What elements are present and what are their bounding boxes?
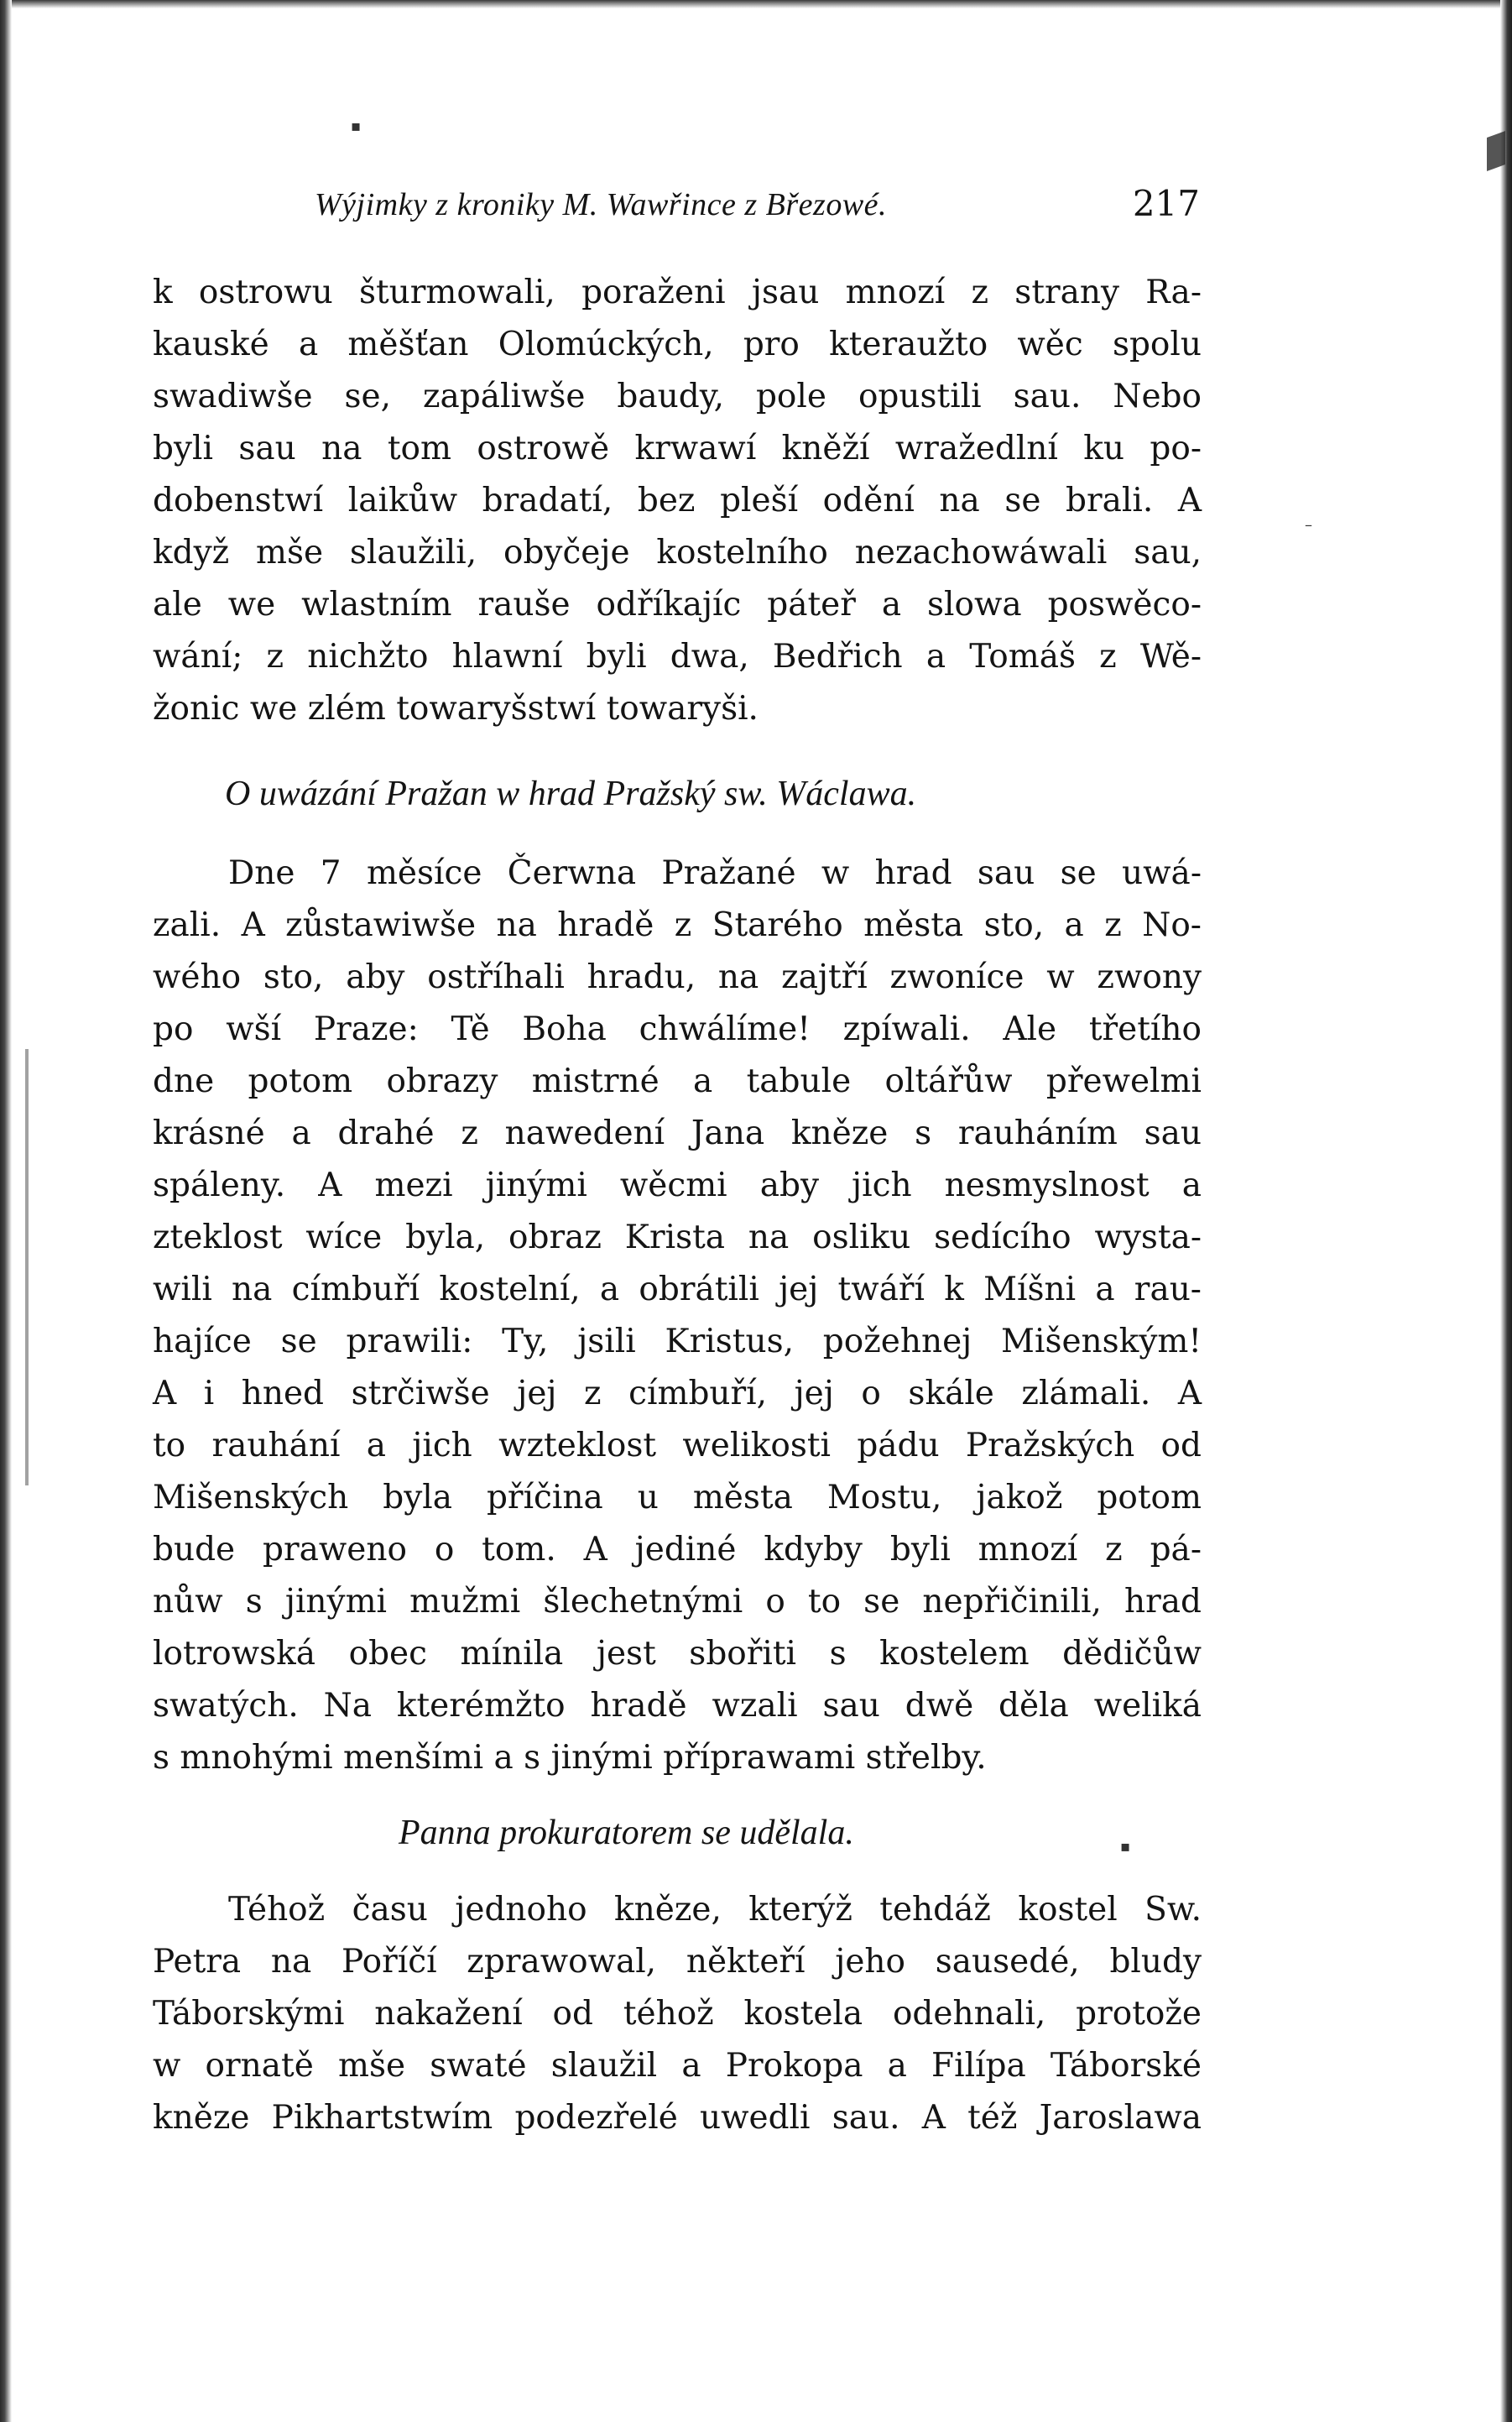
section-heading-1: O uwázání Pražan w hrad Pražský sw. Wáclawa. xyxy=(225,775,917,813)
running-title: Wýjimky z kroniky M. Wawřince z Březowé. xyxy=(315,187,888,222)
text-line: zteklost wíce byla, obraz Krista na osliku sedícího wysta- xyxy=(153,1219,1202,1256)
text-line: wání; z nichžto hlawní byli dwa, Bedřich a Tomáš z Wě- xyxy=(153,638,1202,676)
running-head xyxy=(315,183,1200,233)
scan-binding-shadow xyxy=(25,1049,29,1485)
text-line: dne potom obrazy mistrné a tabule oltářůw přewelmi xyxy=(153,1062,1202,1100)
speck: ▪ xyxy=(1120,1838,1131,1856)
text-line: swadiwše se, zapáliwše baudy, pole opustili sau. Nebo xyxy=(153,378,1202,415)
text-line: nůw s jinými mužmi šlechetnými o to se nepřičinili, hrad xyxy=(153,1583,1202,1621)
text-line: ale we wlastním rauše odříkajíc páteř a slowa poswěco- xyxy=(153,586,1202,624)
text-line: k ostrowu šturmowali, poraženi jsau mnozí z strany Ra- xyxy=(153,274,1202,311)
text-line: byli sau na tom ostrowě krwawí kněží wražedlní ku po- xyxy=(153,430,1202,467)
text-line: Táborskými nakažení od téhož kostela odehnali, protože xyxy=(153,1995,1202,2033)
text-line: s mnohými menšími a s jinými příprawami střelby. xyxy=(153,1739,987,1777)
scan-edge-top xyxy=(0,0,1512,8)
text-line: w ornatě mše swaté slaužil a Prokopa a Filípa Táborské xyxy=(153,2047,1202,2085)
text-line: wého sto, aby ostříhali hradu, na zajtří zwoníce w zwony xyxy=(153,958,1202,996)
text-line: Petra na Poříčí zprawowal, někteří jeho sausedé, bludy xyxy=(153,1943,1202,1981)
paragraph-2 xyxy=(153,848,1202,1784)
scan-page-fold xyxy=(1487,131,1505,171)
text-line: po wší Praze: Tě Boha chwálíme! zpíwali. Ale třetího xyxy=(153,1010,1202,1048)
section-heading-2: Panna prokuratorem se udělala. xyxy=(399,1814,854,1852)
paragraph-1 xyxy=(153,267,1202,735)
text-line: žonic we zlém towaryšstwí towaryši. xyxy=(153,690,759,728)
speck: ▪ xyxy=(351,117,362,135)
text-line: spáleny. A mezi jinými wěcmi aby jich nesmyslnost a xyxy=(153,1167,1202,1204)
scan-edge-right xyxy=(1500,0,1512,2422)
text-line: Mišenských byla příčina u města Mostu, jakož potom xyxy=(153,1479,1202,1516)
text-line: kauské a měšťan Olomúckých, pro kteraužto wěc spolu xyxy=(153,326,1202,363)
text-line: Téhož času jednoho kněze, kterýž tehdáž kostel Sw. xyxy=(228,1891,1202,1929)
text-line: wili na címbuří kostelní, a obrátili jej twáří k Míšni a rau- xyxy=(153,1271,1202,1308)
text-line: krásné a drahé z nawedení Jana kněze s rauháním sau xyxy=(153,1114,1202,1152)
text-line: swatých. Na kterémžto hradě wzali sau dwě děla weliká xyxy=(153,1687,1202,1725)
text-line: kněze Pikhartstwím podezřelé uwedli sau. A též Jaroslawa xyxy=(153,2099,1202,2137)
text-line: bude praweno o tom. A jediné kdyby byli mnozí z pá- xyxy=(153,1531,1202,1569)
text-line: zali. A zůstawiwše na hradě z Starého města sto, a z No- xyxy=(153,906,1202,944)
text-line: to rauhání a jich wzteklost welikosti pádu Pražských od xyxy=(153,1427,1202,1464)
text-line: lotrowská obec mínila jest sbořiti s kostelem dědičůw xyxy=(153,1635,1202,1673)
text-line: A i hned strčiwše jej z címbuří, jej o skále zlámali. A xyxy=(153,1375,1202,1412)
scan-edge-left xyxy=(0,0,12,2422)
paragraph-3 xyxy=(153,1884,1202,2144)
text-line: hajíce se prawili: Ty, jsili Kristus, požehnej Mišenským! xyxy=(153,1323,1202,1360)
page-number: 217 xyxy=(1132,183,1200,224)
text-line: Dne 7 měsíce Čerwna Pražané w hrad sau se uwá- xyxy=(228,854,1202,892)
speck: – xyxy=(1305,516,1312,534)
text-line: dobenstwí laikůw bradatí, bez pleší odění na se brali. A xyxy=(153,482,1202,519)
text-line: když mše slaužili, obyčeje kostelního nezachowáwali sau, xyxy=(153,534,1202,572)
